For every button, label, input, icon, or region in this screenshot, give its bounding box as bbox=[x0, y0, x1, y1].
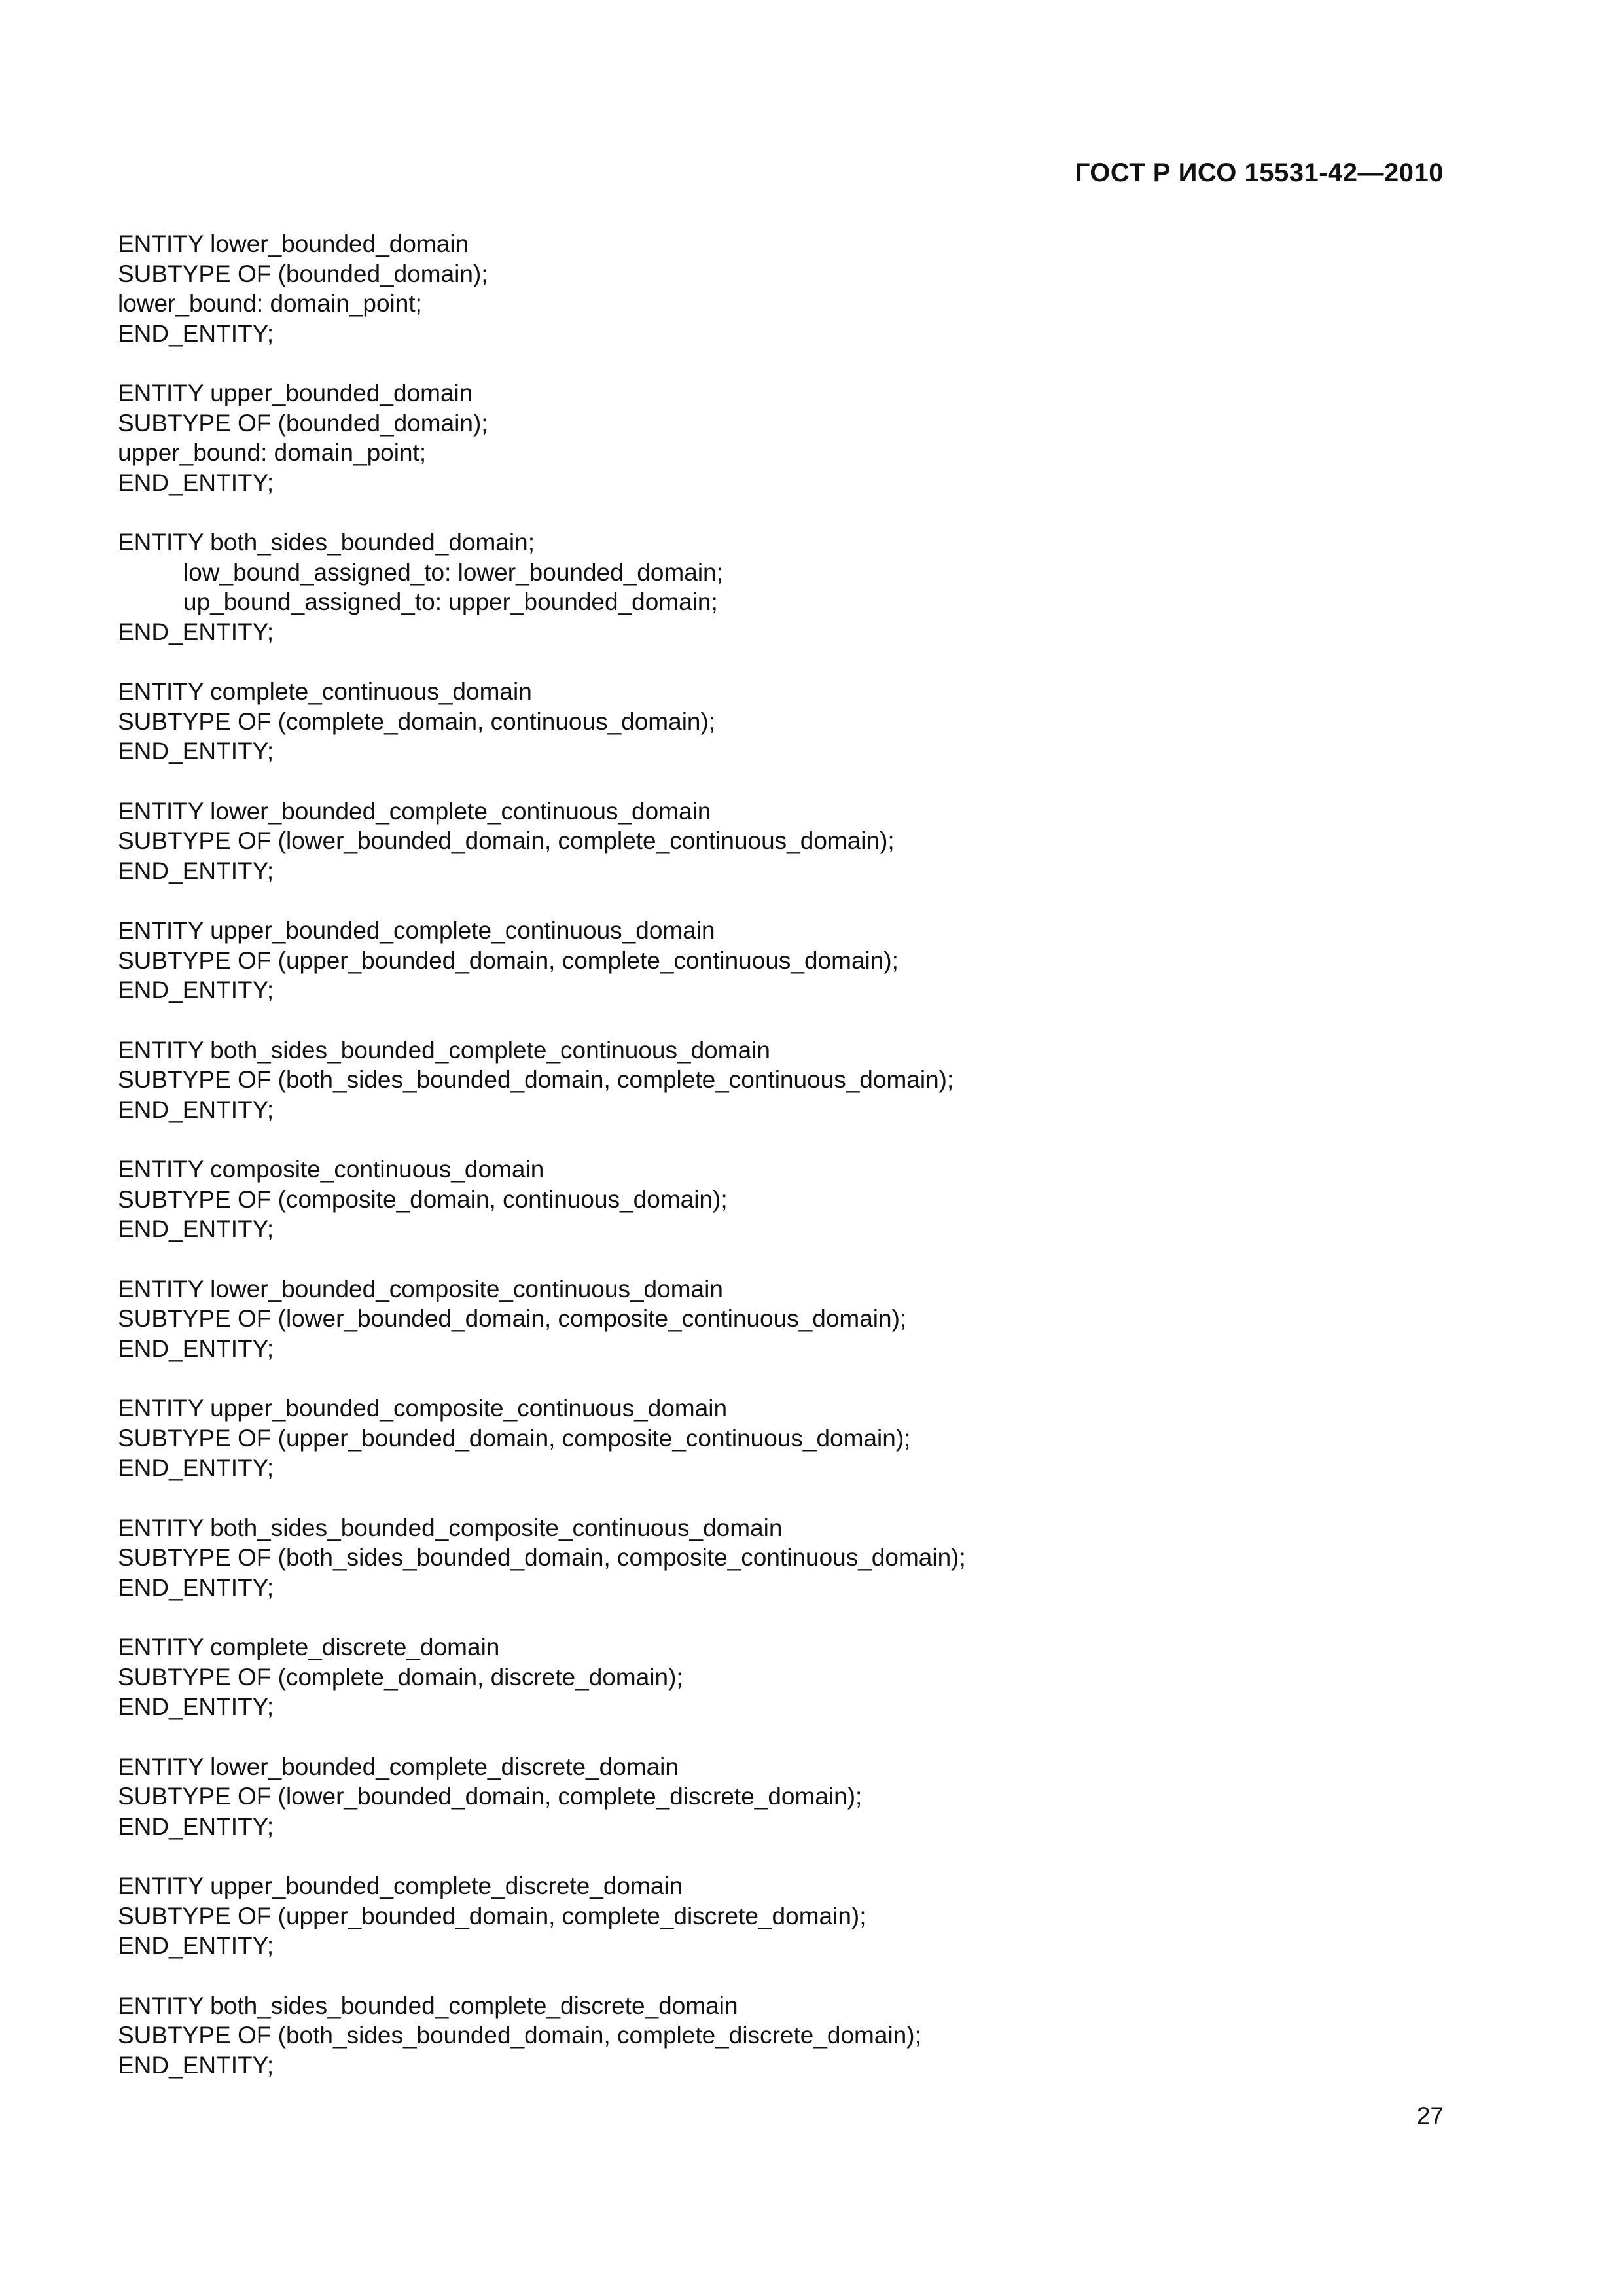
code-line: SUBTYPE OF (lower_bounded_domain, complete_continuous_domain); bbox=[118, 827, 895, 854]
code-line: SUBTYPE OF (upper_bounded_domain, complete_continuous_domain); bbox=[118, 946, 899, 974]
code-line: SUBTYPE OF (lower_bounded_domain, composite_continuous_domain); bbox=[118, 1305, 907, 1332]
code-line: ENTITY lower_bounded_complete_continuous_domain bbox=[118, 797, 711, 825]
code-line: END_ENTITY; bbox=[118, 618, 274, 645]
code-line: SUBTYPE OF (upper_bounded_domain, composite_continuous_domain); bbox=[118, 1424, 911, 1452]
entity-block bbox=[118, 229, 1492, 348]
code-line: END_ENTITY; bbox=[118, 1454, 274, 1481]
code-line: END_ENTITY; bbox=[118, 1693, 274, 1720]
code-line: END_ENTITY; bbox=[118, 977, 274, 1003]
code-line: ENTITY lower_bounded_composite_continuous_domain bbox=[118, 1275, 723, 1302]
entity-block bbox=[118, 528, 1492, 647]
code-line: END_ENTITY; bbox=[118, 469, 274, 496]
entity-block bbox=[118, 1513, 1492, 1603]
express-code-listing bbox=[118, 229, 1492, 2110]
entity-block bbox=[118, 797, 1492, 886]
entity-block bbox=[118, 1155, 1492, 1244]
code-line: SUBTYPE OF (upper_bounded_domain, complete_discrete_domain); bbox=[118, 1902, 866, 1929]
entity-block bbox=[118, 916, 1492, 1005]
code-line: lower_bound: domain_point; bbox=[118, 290, 422, 317]
code-line: ENTITY complete_continuous_domain bbox=[118, 678, 532, 705]
code-line: SUBTYPE OF (bounded_domain); bbox=[118, 260, 488, 287]
code-line: END_ENTITY; bbox=[118, 1335, 274, 1362]
code-line: SUBTYPE OF (complete_domain, continuous_domain); bbox=[118, 708, 716, 735]
standard-header: ГОСТ Р ИСО 15531-42—2010 bbox=[1075, 158, 1444, 187]
entity-block bbox=[118, 1393, 1492, 1483]
code-line: END_ENTITY; bbox=[118, 1573, 274, 1601]
page-number: 27 bbox=[1416, 2102, 1444, 2129]
entity-block bbox=[118, 1871, 1492, 1961]
code-line: END_ENTITY; bbox=[118, 2051, 274, 2079]
code-line: END_ENTITY; bbox=[118, 1932, 274, 1959]
code-line: low_bound_assigned_to: lower_bounded_domain; bbox=[183, 558, 723, 586]
code-line: ENTITY upper_bounded_complete_continuous_domain bbox=[118, 917, 715, 944]
code-line: ENTITY both_sides_bounded_complete_continuous_domain bbox=[118, 1036, 770, 1064]
code-line: SUBTYPE OF (both_sides_bounded_domain, complete_discrete_domain); bbox=[118, 2022, 921, 2049]
code-line: up_bound_assigned_to: upper_bounded_domain; bbox=[183, 588, 718, 615]
code-line: ENTITY complete_discrete_domain bbox=[118, 1634, 500, 1660]
code-line: ENTITY upper_bounded_domain bbox=[118, 380, 473, 406]
code-line: SUBTYPE OF (lower_bounded_domain, complete_discrete_domain); bbox=[118, 1783, 863, 1810]
code-line: upper_bound: domain_point; bbox=[118, 439, 427, 466]
code-line: END_ENTITY; bbox=[118, 1812, 274, 1840]
code-line: SUBTYPE OF (composite_domain, continuous_domain); bbox=[118, 1185, 728, 1213]
code-line: SUBTYPE OF (complete_domain, discrete_domain); bbox=[118, 1663, 683, 1691]
entity-block bbox=[118, 378, 1492, 497]
code-line: ENTITY both_sides_bounded_complete_discrete_domain bbox=[118, 1992, 738, 2019]
code-line: END_ENTITY; bbox=[118, 738, 274, 764]
code-line: ENTITY composite_continuous_domain bbox=[118, 1156, 544, 1183]
code-line: ENTITY lower_bounded_complete_discrete_domain bbox=[118, 1753, 679, 1780]
entity-block bbox=[118, 1991, 1492, 2081]
code-line: END_ENTITY; bbox=[118, 857, 274, 884]
code-line: END_ENTITY; bbox=[118, 319, 274, 347]
code-line: END_ENTITY; bbox=[118, 1215, 274, 1242]
code-line: ENTITY upper_bounded_composite_continuous_domain bbox=[118, 1395, 728, 1422]
entity-block bbox=[118, 1632, 1492, 1722]
entity-block bbox=[118, 1274, 1492, 1364]
code-line: SUBTYPE OF (both_sides_bounded_domain, composite_continuous_domain); bbox=[118, 1544, 966, 1571]
code-line: ENTITY lower_bounded_domain bbox=[118, 230, 469, 257]
entity-block bbox=[118, 1035, 1492, 1125]
code-line: ENTITY both_sides_bounded_domain; bbox=[118, 529, 535, 556]
code-line: ENTITY upper_bounded_complete_discrete_domain bbox=[118, 1873, 683, 1899]
code-line: END_ENTITY; bbox=[118, 1096, 274, 1123]
code-line: SUBTYPE OF (bounded_domain); bbox=[118, 409, 488, 437]
entity-block bbox=[118, 1752, 1492, 1842]
code-line: SUBTYPE OF (both_sides_bounded_domain, complete_continuous_domain); bbox=[118, 1066, 954, 1093]
code-line: ENTITY both_sides_bounded_composite_continuous_domain bbox=[118, 1514, 783, 1541]
entity-block bbox=[118, 677, 1492, 766]
